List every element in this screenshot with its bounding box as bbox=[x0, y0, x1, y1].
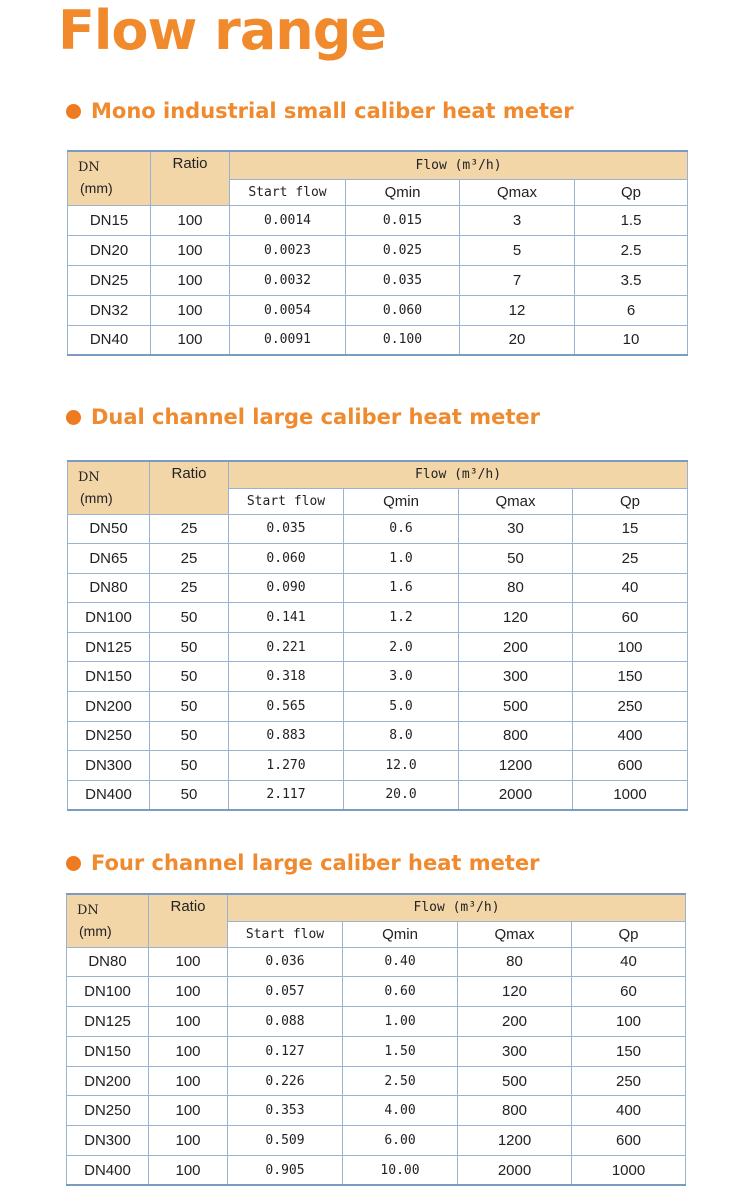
qmax-cell: 300 bbox=[458, 1036, 572, 1066]
ratio-cell: 50 bbox=[150, 662, 229, 692]
qp-cell: 600 bbox=[572, 1126, 686, 1156]
dn-cell: DN200 bbox=[68, 692, 150, 722]
start-flow-cell: 0.318 bbox=[229, 662, 344, 692]
ratio-cell: 100 bbox=[151, 295, 230, 325]
table-row bbox=[67, 1066, 686, 1096]
qp-cell: 40 bbox=[573, 573, 688, 603]
qp-cell: 60 bbox=[573, 603, 688, 633]
qp-cell: 25 bbox=[573, 544, 688, 574]
flow-header: Flow (m³/h) bbox=[228, 894, 686, 921]
ratio-cell: 100 bbox=[151, 325, 230, 355]
qmin-cell: 0.025 bbox=[346, 235, 460, 265]
qmin-cell: 8.0 bbox=[344, 721, 459, 751]
start-flow-cell: 0.226 bbox=[228, 1066, 343, 1096]
dn-cell: DN200 bbox=[67, 1066, 149, 1096]
dn-cell: DN65 bbox=[68, 544, 150, 574]
start-flow-cell: 0.0014 bbox=[230, 205, 346, 235]
bullet-icon bbox=[66, 856, 81, 871]
ratio-cell: 100 bbox=[149, 1007, 228, 1037]
qp-cell: 10 bbox=[575, 325, 688, 355]
start-flow-cell: 0.141 bbox=[229, 603, 344, 633]
qmin-cell: 0.100 bbox=[346, 325, 460, 355]
qmin-cell: 1.00 bbox=[343, 1007, 458, 1037]
start-flow-cell: 0.060 bbox=[229, 544, 344, 574]
qp-cell: 3.5 bbox=[575, 265, 688, 295]
start-flow-cell: 0.905 bbox=[228, 1156, 343, 1186]
ratio-cell: 50 bbox=[150, 721, 229, 751]
qmin-cell: 0.060 bbox=[346, 295, 460, 325]
qmin-cell: 10.00 bbox=[343, 1156, 458, 1186]
ratio-cell: 100 bbox=[149, 1036, 228, 1066]
ratio-cell: 50 bbox=[150, 692, 229, 722]
start-flow-cell: 0.509 bbox=[228, 1126, 343, 1156]
start-flow-cell: 0.353 bbox=[228, 1096, 343, 1126]
table-row bbox=[68, 780, 688, 810]
qmax-cell: 300 bbox=[459, 662, 573, 692]
dn-header: DN (mm) bbox=[68, 151, 151, 205]
start-flow-cell: 0.221 bbox=[229, 632, 344, 662]
dn-cell: DN150 bbox=[68, 662, 150, 692]
qmax-cell: 80 bbox=[458, 947, 572, 977]
qmax-header: Qmax bbox=[458, 921, 572, 947]
qmax-cell: 500 bbox=[459, 692, 573, 722]
qmin-cell: 6.00 bbox=[343, 1126, 458, 1156]
ratio-cell: 100 bbox=[149, 1126, 228, 1156]
dn-cell: DN50 bbox=[68, 514, 150, 544]
ratio-cell: 50 bbox=[150, 751, 229, 781]
section-heading-four bbox=[66, 848, 540, 878]
qmin-cell: 1.6 bbox=[344, 573, 459, 603]
start-flow-cell: 0.0054 bbox=[230, 295, 346, 325]
table-row bbox=[68, 573, 688, 603]
dn-cell: DN125 bbox=[67, 1007, 149, 1037]
table-row bbox=[68, 603, 688, 633]
dn-cell: DN80 bbox=[67, 947, 149, 977]
qmin-cell: 0.60 bbox=[343, 977, 458, 1007]
start-flow-cell: 0.057 bbox=[228, 977, 343, 1007]
qp-cell: 250 bbox=[572, 1066, 686, 1096]
table-row bbox=[68, 544, 688, 574]
start-flow-cell: 1.270 bbox=[229, 751, 344, 781]
bullet-icon bbox=[66, 410, 81, 425]
qp-header: Qp bbox=[572, 921, 686, 947]
qmin-header: Qmin bbox=[343, 921, 458, 947]
qmax-cell: 80 bbox=[459, 573, 573, 603]
start-flow-cell: 0.883 bbox=[229, 721, 344, 751]
dn-cell: DN400 bbox=[67, 1156, 149, 1186]
table-row bbox=[68, 325, 688, 355]
qmin-cell: 1.2 bbox=[344, 603, 459, 633]
qmax-cell: 2000 bbox=[459, 780, 573, 810]
table-row bbox=[68, 662, 688, 692]
qmin-cell: 1.0 bbox=[344, 544, 459, 574]
qmin-cell: 0.015 bbox=[346, 205, 460, 235]
table-row bbox=[67, 1036, 686, 1066]
qp-cell: 1000 bbox=[572, 1156, 686, 1186]
ratio-cell: 50 bbox=[150, 780, 229, 810]
table-row bbox=[68, 721, 688, 751]
table-row bbox=[67, 1126, 686, 1156]
ratio-cell: 25 bbox=[150, 544, 229, 574]
qmin-cell: 3.0 bbox=[344, 662, 459, 692]
qmax-cell: 50 bbox=[459, 544, 573, 574]
dn-cell: DN400 bbox=[68, 780, 150, 810]
qmin-cell: 20.0 bbox=[344, 780, 459, 810]
section-heading-text: Four channel large caliber heat meter bbox=[91, 851, 540, 875]
qmin-cell: 0.6 bbox=[344, 514, 459, 544]
ratio-cell: 100 bbox=[151, 205, 230, 235]
bullet-icon bbox=[66, 104, 81, 119]
dn-cell: DN100 bbox=[68, 603, 150, 633]
dn-cell: DN100 bbox=[67, 977, 149, 1007]
qmin-cell: 1.50 bbox=[343, 1036, 458, 1066]
ratio-cell: 25 bbox=[150, 514, 229, 544]
dn-cell: DN15 bbox=[68, 205, 151, 235]
table-row bbox=[67, 977, 686, 1007]
qmax-cell: 7 bbox=[460, 265, 575, 295]
start-flow-header: Start flow bbox=[230, 179, 346, 205]
qmax-cell: 20 bbox=[460, 325, 575, 355]
qp-header: Qp bbox=[575, 179, 688, 205]
table-row bbox=[68, 692, 688, 722]
dn-cell: DN25 bbox=[68, 265, 151, 295]
section-heading-dual bbox=[66, 402, 540, 432]
start-flow-header: Start flow bbox=[228, 921, 343, 947]
qmin-cell: 0.40 bbox=[343, 947, 458, 977]
qp-cell: 2.5 bbox=[575, 235, 688, 265]
qp-cell: 1.5 bbox=[575, 205, 688, 235]
qmax-cell: 800 bbox=[458, 1096, 572, 1126]
table-row bbox=[68, 295, 688, 325]
table-row bbox=[67, 947, 686, 977]
qp-cell: 400 bbox=[572, 1096, 686, 1126]
qp-cell: 600 bbox=[573, 751, 688, 781]
flow-header: Flow (m³/h) bbox=[229, 461, 688, 488]
qp-cell: 150 bbox=[573, 662, 688, 692]
section-heading-mono bbox=[66, 96, 574, 126]
table-row bbox=[68, 235, 688, 265]
qmin-cell: 2.50 bbox=[343, 1066, 458, 1096]
qp-cell: 40 bbox=[572, 947, 686, 977]
qp-cell: 15 bbox=[573, 514, 688, 544]
qmin-cell: 12.0 bbox=[344, 751, 459, 781]
dn-cell: DN32 bbox=[68, 295, 151, 325]
dn-cell: DN300 bbox=[68, 751, 150, 781]
dn-header: DN (mm) bbox=[67, 894, 149, 947]
ratio-header: Ratio bbox=[149, 894, 228, 947]
flow-table-mono bbox=[67, 150, 688, 356]
qmax-cell: 12 bbox=[460, 295, 575, 325]
dn-cell: DN250 bbox=[67, 1096, 149, 1126]
qmax-cell: 1200 bbox=[458, 1126, 572, 1156]
qmax-cell: 120 bbox=[459, 603, 573, 633]
qp-cell: 100 bbox=[572, 1007, 686, 1037]
qmin-cell: 4.00 bbox=[343, 1096, 458, 1126]
table-row bbox=[68, 514, 688, 544]
start-flow-cell: 0.0023 bbox=[230, 235, 346, 265]
table-row bbox=[67, 1007, 686, 1037]
dn-header: DN (mm) bbox=[68, 461, 150, 514]
ratio-cell: 100 bbox=[149, 1156, 228, 1186]
ratio-cell: 100 bbox=[149, 977, 228, 1007]
ratio-cell: 50 bbox=[150, 603, 229, 633]
start-flow-cell: 0.565 bbox=[229, 692, 344, 722]
start-flow-header: Start flow bbox=[229, 488, 344, 514]
qp-cell: 150 bbox=[572, 1036, 686, 1066]
qmin-cell: 5.0 bbox=[344, 692, 459, 722]
start-flow-cell: 0.036 bbox=[228, 947, 343, 977]
page-title: Flow range bbox=[58, 0, 386, 62]
dn-cell: DN20 bbox=[68, 235, 151, 265]
dn-cell: DN150 bbox=[67, 1036, 149, 1066]
dn-cell: DN125 bbox=[68, 632, 150, 662]
ratio-cell: 100 bbox=[151, 235, 230, 265]
table-row bbox=[68, 205, 688, 235]
qp-cell: 250 bbox=[573, 692, 688, 722]
flow-header: Flow (m³/h) bbox=[230, 151, 688, 179]
qmin-header: Qmin bbox=[346, 179, 460, 205]
table-row bbox=[68, 751, 688, 781]
qmax-cell: 200 bbox=[459, 632, 573, 662]
table-row bbox=[68, 632, 688, 662]
dn-cell: DN40 bbox=[68, 325, 151, 355]
qmax-cell: 30 bbox=[459, 514, 573, 544]
ratio-cell: 100 bbox=[149, 1066, 228, 1096]
qmax-cell: 3 bbox=[460, 205, 575, 235]
section-heading-text: Dual channel large caliber heat meter bbox=[91, 405, 541, 429]
table-row bbox=[68, 265, 688, 295]
qmin-cell: 2.0 bbox=[344, 632, 459, 662]
qp-header: Qp bbox=[573, 488, 688, 514]
ratio-cell: 50 bbox=[150, 632, 229, 662]
qmax-cell: 500 bbox=[458, 1066, 572, 1096]
flow-table-four bbox=[66, 893, 686, 1186]
ratio-header: Ratio bbox=[151, 151, 230, 205]
qmax-header: Qmax bbox=[460, 179, 575, 205]
qmin-header: Qmin bbox=[344, 488, 459, 514]
ratio-header: Ratio bbox=[150, 461, 229, 514]
qmax-cell: 800 bbox=[459, 721, 573, 751]
qp-cell: 1000 bbox=[573, 780, 688, 810]
qp-cell: 6 bbox=[575, 295, 688, 325]
ratio-cell: 100 bbox=[149, 947, 228, 977]
ratio-cell: 25 bbox=[150, 573, 229, 603]
qmax-cell: 200 bbox=[458, 1007, 572, 1037]
section-heading-text: Mono industrial small caliber heat meter bbox=[91, 99, 574, 123]
ratio-cell: 100 bbox=[149, 1096, 228, 1126]
start-flow-cell: 0.0091 bbox=[230, 325, 346, 355]
qp-cell: 60 bbox=[572, 977, 686, 1007]
table-row bbox=[67, 1096, 686, 1126]
start-flow-cell: 2.117 bbox=[229, 780, 344, 810]
qp-cell: 100 bbox=[573, 632, 688, 662]
start-flow-cell: 0.090 bbox=[229, 573, 344, 603]
start-flow-cell: 0.0032 bbox=[230, 265, 346, 295]
qmin-cell: 0.035 bbox=[346, 265, 460, 295]
qmax-cell: 5 bbox=[460, 235, 575, 265]
dn-cell: DN250 bbox=[68, 721, 150, 751]
start-flow-cell: 0.127 bbox=[228, 1036, 343, 1066]
ratio-cell: 100 bbox=[151, 265, 230, 295]
flow-table-dual bbox=[67, 460, 688, 811]
qmax-cell: 1200 bbox=[459, 751, 573, 781]
dn-cell: DN80 bbox=[68, 573, 150, 603]
qmax-cell: 2000 bbox=[458, 1156, 572, 1186]
dn-cell: DN300 bbox=[67, 1126, 149, 1156]
qmax-header: Qmax bbox=[459, 488, 573, 514]
qp-cell: 400 bbox=[573, 721, 688, 751]
table-row bbox=[67, 1156, 686, 1186]
start-flow-cell: 0.035 bbox=[229, 514, 344, 544]
qmax-cell: 120 bbox=[458, 977, 572, 1007]
start-flow-cell: 0.088 bbox=[228, 1007, 343, 1037]
